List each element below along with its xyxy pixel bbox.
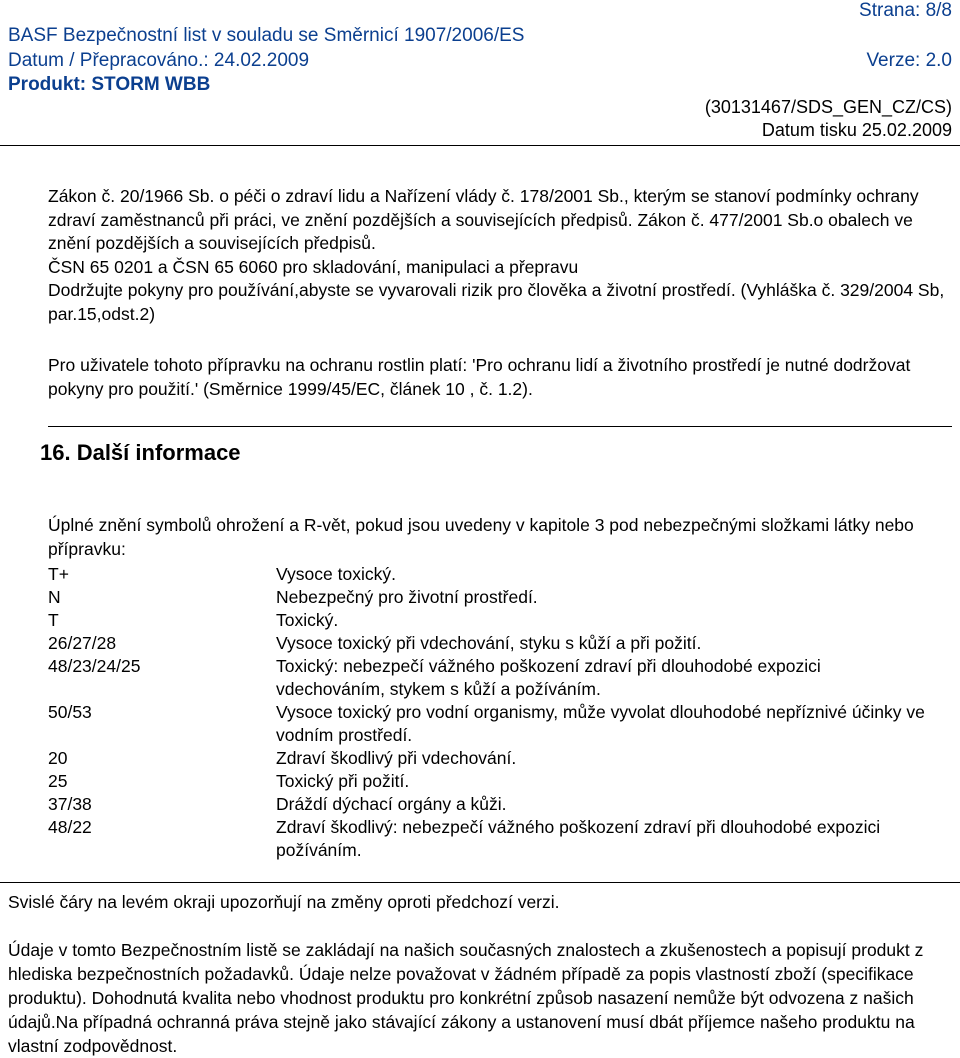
revision-date: Datum / Přepracováno.: 24.02.2009 — [8, 50, 310, 71]
phrase-code: 20 — [48, 748, 68, 768]
product-name: Produkt: STORM WBB — [8, 74, 211, 95]
disclaimer-text: Údaje v tomto Bezpečnostním listě se zakládají na našich současných znalostech a zkušenostech a popisují produkt z hlediska bezpečnostních požadavků. Údaje nelze považovat v žádném případě za popis vlastností zboží (specifikace produktu). Dohodnutá kvalita nebo vhodnost produktu pro konkrétní způsob nasazení nemůže být odvozena z našich údajů.Na případná ochranná práva stejně jako stávající zákony a ustanovení musí dbát příjemce našeho produktu na vlastní zodpovědnost. — [8, 940, 924, 1056]
table-row — [48, 632, 928, 655]
regulations-paragraph: Dodržujte pokyny pro používání,abyste se vyvarovali rizik pro člověka a životní prostředí. (Vyhláška č. 329/2004 Sb, par.15,odst.2) — [48, 280, 945, 324]
phrase-text: Zdraví škodlivý: nebezpečí vážného poškození zdraví při dlouhodobé expozici požíváním. — [276, 817, 881, 860]
phrase-text: Vysoce toxický. — [276, 564, 396, 584]
change-note-text: Svislé čáry na levém okraji upozorňují na změny oproti předchozí verzi. — [8, 892, 560, 912]
document-title: BASF Bezpečnostní list v souladu se Směrnicí 1907/2006/ES — [8, 25, 525, 46]
table-row — [48, 655, 928, 701]
table-row — [48, 770, 928, 793]
plant-protection-text — [48, 354, 948, 401]
phrase-text: Vysoce toxický pro vodní organismy, může vyvolat dlouhodobé nepříznivé účinky ve vodním prostředí. — [276, 702, 925, 745]
phrase-code: 48/23/24/25 — [48, 656, 141, 676]
regulations-paragraph: ČSN 65 0201 a ČSN 65 6060 pro skladování, manipulaci a přepravu — [48, 256, 579, 277]
document-code: (30131467/SDS_GEN_CZ/CS) — [704, 97, 952, 117]
print-date: Datum tisku 25.02.2009 — [761, 120, 952, 140]
table-row — [48, 563, 928, 586]
phrase-code: T+ — [48, 564, 69, 584]
phrase-text: Vysoce toxický při vdechování, styku s kůží a při požití. — [276, 633, 702, 653]
version: Verze: 2.0 — [866, 50, 952, 71]
phrase-code: 48/22 — [48, 817, 92, 837]
section-title: 16. Další informace — [40, 440, 241, 465]
document-header — [0, 0, 960, 140]
phrase-text: Nebezpečný pro životní prostředí. — [276, 587, 538, 607]
change-note — [8, 890, 953, 914]
phrase-code: T — [48, 610, 59, 630]
phrase-text: Toxický při požití. — [276, 771, 410, 791]
footer-rule — [0, 882, 960, 883]
section-intro — [48, 514, 948, 561]
table-row — [48, 793, 928, 816]
phrase-code: 37/38 — [48, 794, 92, 814]
table-row — [48, 586, 928, 609]
regulations-text — [48, 185, 948, 326]
section-rule — [48, 426, 952, 427]
table-row — [48, 747, 928, 770]
r-phrases-table — [48, 563, 928, 862]
phrase-text: Toxický. — [276, 610, 339, 630]
plant-protection-paragraph: Pro uživatele tohoto přípravku na ochranu rostlin platí: 'Pro ochranu lidí a životního prostředí je nutné dodržovat pokyny pro použití.' (Směrnice 1999/45/EC, článek 10 , č. 1.2). — [48, 355, 911, 399]
phrase-code: N — [48, 587, 61, 607]
phrase-text: Zdraví škodlivý při vdechování. — [276, 748, 517, 768]
phrase-text: Toxický: nebezpečí vážného poškození zdraví při dlouhodobé expozici vdechováním, stykem s kůží a požíváním. — [276, 656, 821, 699]
phrase-code: 25 — [48, 771, 68, 791]
table-row — [48, 701, 928, 747]
regulations-paragraph: Zákon č. 20/1966 Sb. o péči o zdraví lidu a Nařízení vlády č. 178/2001 Sb., kterým se stanoví podmínky ochrany zdraví zaměstnanců při práci, ve znění pozdějších a souvisejících předpisů. Zákon č. 477/2001 Sb.o obalech ve znění pozdějších a souvisejících předpisů. — [48, 186, 919, 253]
page-number: Strana: 8/8 — [859, 0, 952, 21]
phrase-text: Dráždí dýchací orgány a kůži. — [276, 794, 507, 814]
table-row — [48, 816, 928, 862]
phrase-code: 26/27/28 — [48, 633, 117, 653]
table-row — [48, 609, 928, 632]
disclaimer — [8, 938, 953, 1058]
phrase-code: 50/53 — [48, 702, 92, 722]
header-rule — [0, 145, 960, 146]
intro-paragraph: Úplné znění symbolů ohrožení a R-vět, pokud jsou uvedeny v kapitole 3 pod nebezpečnými složkami látky nebo přípravku: — [48, 515, 914, 559]
